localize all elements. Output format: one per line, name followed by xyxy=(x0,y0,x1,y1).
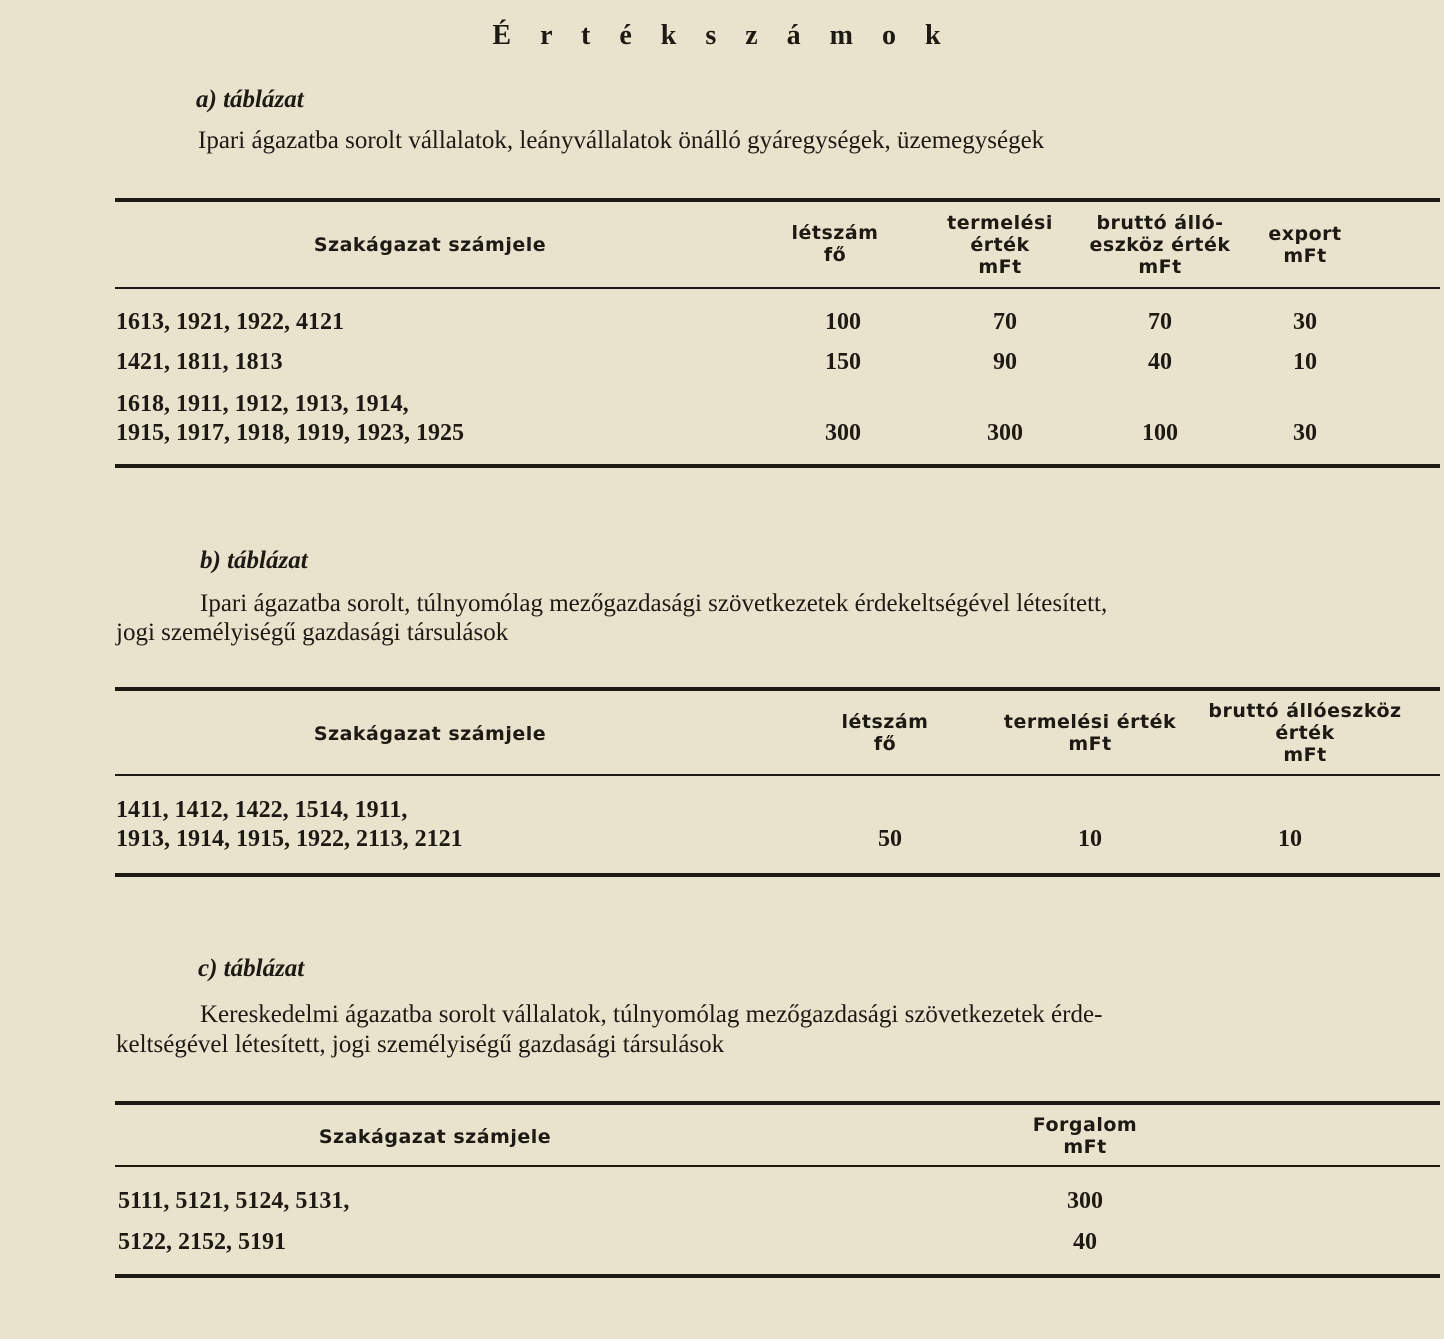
table-a-row2-v2: 90 xyxy=(993,349,1017,375)
table-b-description-line1: Ipari ágazatba sorolt, túlnyomólag mezőgazdasági szövetkezetek érdekeltségével létesített, xyxy=(200,590,1108,617)
table-b-header-termelesi: termelési érték mFt xyxy=(1003,711,1177,755)
table-b-row1-code-line2: 1913, 1914, 1915, 1922, 2113, 2121 xyxy=(116,826,463,852)
table-b-row1-v3: 10 xyxy=(1278,826,1302,852)
table-a-row2-v1: 150 xyxy=(825,349,861,375)
table-a-row2-v4: 10 xyxy=(1293,349,1317,375)
table-a-top-rule xyxy=(115,198,1440,202)
table-c-description-line2: keltségével létesített, jogi személyiségű gazdasági társulások xyxy=(116,1031,725,1058)
table-a-header-code: Szakágazat számjele xyxy=(313,234,547,256)
table-a-header-termelesi: termelési érték mFt xyxy=(947,212,1053,278)
table-b-bottom-rule xyxy=(115,873,1440,877)
table-a-header-export: export mFt xyxy=(1268,223,1342,267)
table-a-row3-code-line1: 1618, 1911, 1912, 1913, 1914, xyxy=(116,391,409,417)
table-a-description: Ipari ágazatba sorolt vállalatok, leányvállalatok önálló gyáregységek, üzemegységek xyxy=(198,127,1045,154)
table-b-header-brutto: bruttó állóeszköz érték mFt xyxy=(1208,700,1402,766)
table-b-header-code: Szakágazat számjele xyxy=(313,723,547,745)
table-c-header-forgalom: Forgalom mFt xyxy=(1032,1114,1138,1158)
table-c-header-rule xyxy=(115,1165,1440,1167)
table-a-row1-v1: 100 xyxy=(825,309,861,335)
table-c-top-rule xyxy=(115,1101,1440,1105)
table-c-bottom-rule xyxy=(115,1274,1440,1278)
table-b-header-letszam: létszám fő xyxy=(841,711,929,755)
table-a-row2-v3: 40 xyxy=(1148,349,1172,375)
table-a-row3-v4: 30 xyxy=(1293,420,1317,446)
table-c-row2-code: 5122, 2152, 5191 xyxy=(118,1229,286,1255)
table-a-label: a) táblázat xyxy=(196,86,304,113)
page-title: É r t é k s z á m o k xyxy=(492,20,952,51)
table-a-header-letszam: létszám fő xyxy=(791,222,879,266)
table-c-header-code: Szakágazat számjele xyxy=(318,1126,552,1148)
table-b-description-line2: jogi személyiségű gazdasági társulások xyxy=(116,619,509,646)
table-b-header-rule xyxy=(115,774,1440,776)
table-a-row2-code: 1421, 1811, 1813 xyxy=(116,349,283,375)
table-a-row3-v3: 100 xyxy=(1142,420,1178,446)
table-b-label: b) táblázat xyxy=(200,547,308,574)
table-c-description-line1: Kereskedelmi ágazatba sorolt vállalatok, túlnyomólag mezőgazdasági szövetkezetek érde- xyxy=(200,1001,1103,1028)
table-a-row1-v2: 70 xyxy=(993,309,1017,335)
table-b-top-rule xyxy=(115,687,1440,691)
table-a-row1-v4: 30 xyxy=(1293,309,1317,335)
table-b-row1-v2: 10 xyxy=(1078,826,1102,852)
table-c-label: c) táblázat xyxy=(198,955,305,982)
table-b-row1-code-line1: 1411, 1412, 1422, 1514, 1911, xyxy=(116,797,408,823)
table-a-row1-v3: 70 xyxy=(1148,309,1172,335)
table-a-bottom-rule xyxy=(115,464,1440,468)
table-c-row1-code: 5111, 5121, 5124, 5131, xyxy=(118,1188,350,1214)
table-c-row1-v1: 300 xyxy=(1067,1188,1103,1214)
table-a-row3-v2: 300 xyxy=(987,420,1023,446)
table-a-header-brutto: bruttó álló- eszköz érték mFt xyxy=(1089,212,1231,278)
table-a-row1-code: 1613, 1921, 1922, 4121 xyxy=(116,309,344,335)
table-a-row3-code-line2: 1915, 1917, 1918, 1919, 1923, 1925 xyxy=(116,420,464,446)
table-a-header-rule xyxy=(115,287,1440,289)
table-b-row1-v1: 50 xyxy=(878,826,902,852)
table-a-row3-v1: 300 xyxy=(825,420,861,446)
table-c-row2-v1: 40 xyxy=(1073,1229,1097,1255)
